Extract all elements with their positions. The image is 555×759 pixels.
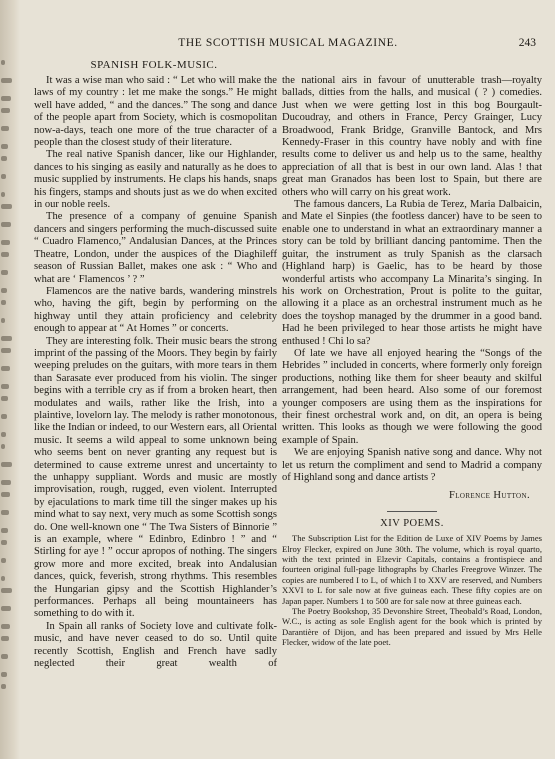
gutter-mark: [1, 288, 7, 293]
notice-paragraph: The Subscription List for the Edition de Luxe of XIV Poems by James Elroy Flecker, expired on June 30th. The volume, which is royal quarto, with the text printed in Elzevir Capitals, contains a frontispiece and fourteen original full-page lithographs by Charles Freegrove Winzer. The copies are numbered I to L, of which I to XXV are reserved, and Numbers XXVI to L for sale now at five guineas each. These fifty copies are on Japan paper. Numbers 1 to 500 are for sale now at three guineas each.: [282, 533, 542, 606]
gutter-mark: [1, 684, 6, 689]
gutter-mark: [1, 174, 6, 179]
gutter-mark: [1, 108, 10, 113]
gutter-mark: [1, 204, 12, 209]
gutter-mark: [1, 78, 12, 83]
article-paragraph: The famous dancers, La Rubia de Terez, Maria Dalbaicin, and Mate el Sinpies (the footless dancer) have to be seen to enable one to understand in what an extraordinary manner a story can be told by brilliant dancing pantomime. Then the guitar, the instrument as truly Spanish as the clarsach (Highland harp) is Gaelic, has to be heard by those wonderful artists who accompany La Minarita’s singing. In his work on Orchestration, Prout is polite to the guitar, allowing it a place as an orchestral instrument much as he does the toyshop managed by the drummer in a good band. Had he been privileged to hear those artists he might have enthused ! Chi lo sa?: [282, 199, 542, 347]
running-header: [34, 37, 542, 53]
page-number: 243: [518, 37, 536, 49]
gutter-mark: [1, 528, 8, 533]
gutter-mark: [1, 414, 7, 419]
gutter-mark: [1, 192, 5, 197]
author-signature: Florence Hutton.: [448, 490, 530, 502]
article-paragraph: Of late we have all enjoyed hearing the “Songs of the Hebrides ” included in concerts, where formerly only foreign productions, nothing like them for sheer beauty and skilful arrangement, had been heard. Also some of our foremost younger composers are using them as the inspirations for their finest orchestral work and, on dit, an opera is being written. This looks as though we were following the good example of Spain.: [282, 347, 542, 446]
article-title: SPANISH FOLK-MUSIC.: [90, 59, 218, 71]
article-paragraph: It was a wise man who said : “ Let who will make the laws of my country : let me make the songs.” He might well have added, “ and the dances.” The song and dance of the people apart from Society, which is cosmopolitan now-a-days, teach one more of the true character of a people than the closest study of their literature.: [34, 75, 277, 149]
article-paragraph: They are interesting folk. Their music bears the strong imprint of the passing of the Moors. They begin by fairly weeping preludes on the guitars, with more tears in them than Sarasate ever produced from his violin. The singer begins with a terrible cry as if from a broken heart, then modulates and wails, rather like the Irish, into a plaintive, lovelorn lay. The melody is rather monotonous, like the Indian or indeed, to our Western ears, all Oriental music. It seems a wild appeal to some unknown being who seems bent on never granting any request but is determined to cause extreme unrest and uncertainty to the unhappy suppliant. Words and music are mostly improvisation, rough, rugged, even violent. Interrupted by ejaculations to mark time till the singer makes up his mind what to say next, very much as some Scottish songs do. One well-known one “ The Twa Sisters of Binnorie ” is an example, where “ Edinbro, Edinbro ! ” and “ Stirling for aye ! ” occur apropos of nothing. The singers grow more and more excited, break into Andalusian dances, quick, feverish, strong rhythms. This resembles the Hungarian gipsy and the Scottish Highlander’s performances. Perhaps all being mountaineers has something to do with it.: [34, 335, 277, 620]
section-divider: [387, 511, 437, 512]
gutter-mark: [1, 636, 9, 641]
gutter-mark: [1, 672, 7, 677]
notice-paragraph: The Poetry Bookshop, 35 Devonshire Street, Theobald’s Road, London, W.C., is acting as sole English agent for the book which is printed by Darantière of Dijon, and has been prepared and issued by Mrs Helle Flecker, widow of the late poet.: [282, 606, 542, 648]
gutter-mark: [1, 510, 9, 515]
gutter-mark: [1, 144, 8, 149]
gutter-mark: [1, 96, 11, 101]
article-paragraph: Flamencos are the native bards, wandering minstrels who, having the gift, begin by performing on the highway until they attain proficiency and celebrity enough to appear at “ At Homes ” or concerts.: [34, 285, 277, 335]
gutter-mark: [1, 300, 6, 305]
gutter-mark: [1, 606, 11, 611]
gutter-mark: [1, 576, 5, 581]
gutter-mark: [1, 222, 11, 227]
gutter-mark: [1, 270, 8, 275]
gutter-mark: [1, 60, 5, 65]
magazine-title: THE SCOTTISH MUSICAL MAGAZINE.: [178, 37, 398, 49]
gutter-mark: [1, 336, 12, 341]
right-column: [282, 75, 542, 648]
notice-title: XIV POEMS.: [380, 517, 444, 529]
gutter-mark: [1, 492, 10, 497]
gutter-mark: [1, 480, 11, 485]
left-column: [34, 75, 277, 671]
gutter-mark: [1, 462, 12, 467]
gutter-mark: [1, 396, 8, 401]
gutter-mark: [1, 588, 12, 593]
gutter-mark: [1, 348, 11, 353]
gutter-mark: [1, 252, 9, 257]
gutter-mark: [1, 156, 7, 161]
article-paragraph: The presence of a company of genuine Spanish dancers and singers performing the much-discussed suite “ Cuadro Flamenco,” Andalusian Dances, at the Princes Theatre, London, under the auspices of the Diaghileff season of Russian Ballet, makes one ask : “ Who and what are ‘ Flamencos ’ ? ”: [34, 211, 277, 285]
gutter-mark: [1, 558, 6, 563]
article-paragraph-continued: the national airs in favour of unutterable trash—royalty ballads, ditties from the halls, and musical ( ? ) comedies. Just when we were getting lost in this bog Bourgault-Ducoudray, and others in France, Percy Grainger, Lucy Broadwood, Frank Bridge, Granville Bantock, and Mrs Kennedy-Fraser in this country have nobly and with fine results come to deliver us and help us to the same, healthy appreciation of all that is best in our own land. Alas ! that great man Granados has been lost to Spain, but there are others who will carry on his great work.: [282, 75, 542, 198]
page-gutter: [0, 0, 20, 759]
gutter-mark: [1, 318, 5, 323]
article-paragraph: We are enjoying Spanish native song and dance. Why not let us return the compliment and send to Madrid a company of Highland song and dance artists ?: [282, 447, 542, 483]
gutter-mark: [1, 126, 9, 131]
gutter-mark: [1, 654, 8, 659]
notice-section: [282, 518, 542, 648]
article-paragraph: The real native Spanish dancer, like our Highlander, dances to his singing as easily and naturally as he does to music supplied by instruments. He claps his hands, snaps his fingers, stamps and shouts just as we do when excited in our noble reels.: [34, 149, 277, 211]
gutter-mark: [1, 444, 5, 449]
gutter-mark: [1, 624, 10, 629]
gutter-mark: [1, 432, 6, 437]
gutter-mark: [1, 366, 10, 371]
gutter-mark: [1, 240, 10, 245]
gutter-mark: [1, 384, 9, 389]
article-paragraph: In Spain all ranks of Society love and cultivate folk-music, and have never ceased to do so. Until quite recently Scottish, English and French have sadly neglected their great wealth of: [34, 620, 277, 670]
gutter-mark: [1, 540, 7, 545]
